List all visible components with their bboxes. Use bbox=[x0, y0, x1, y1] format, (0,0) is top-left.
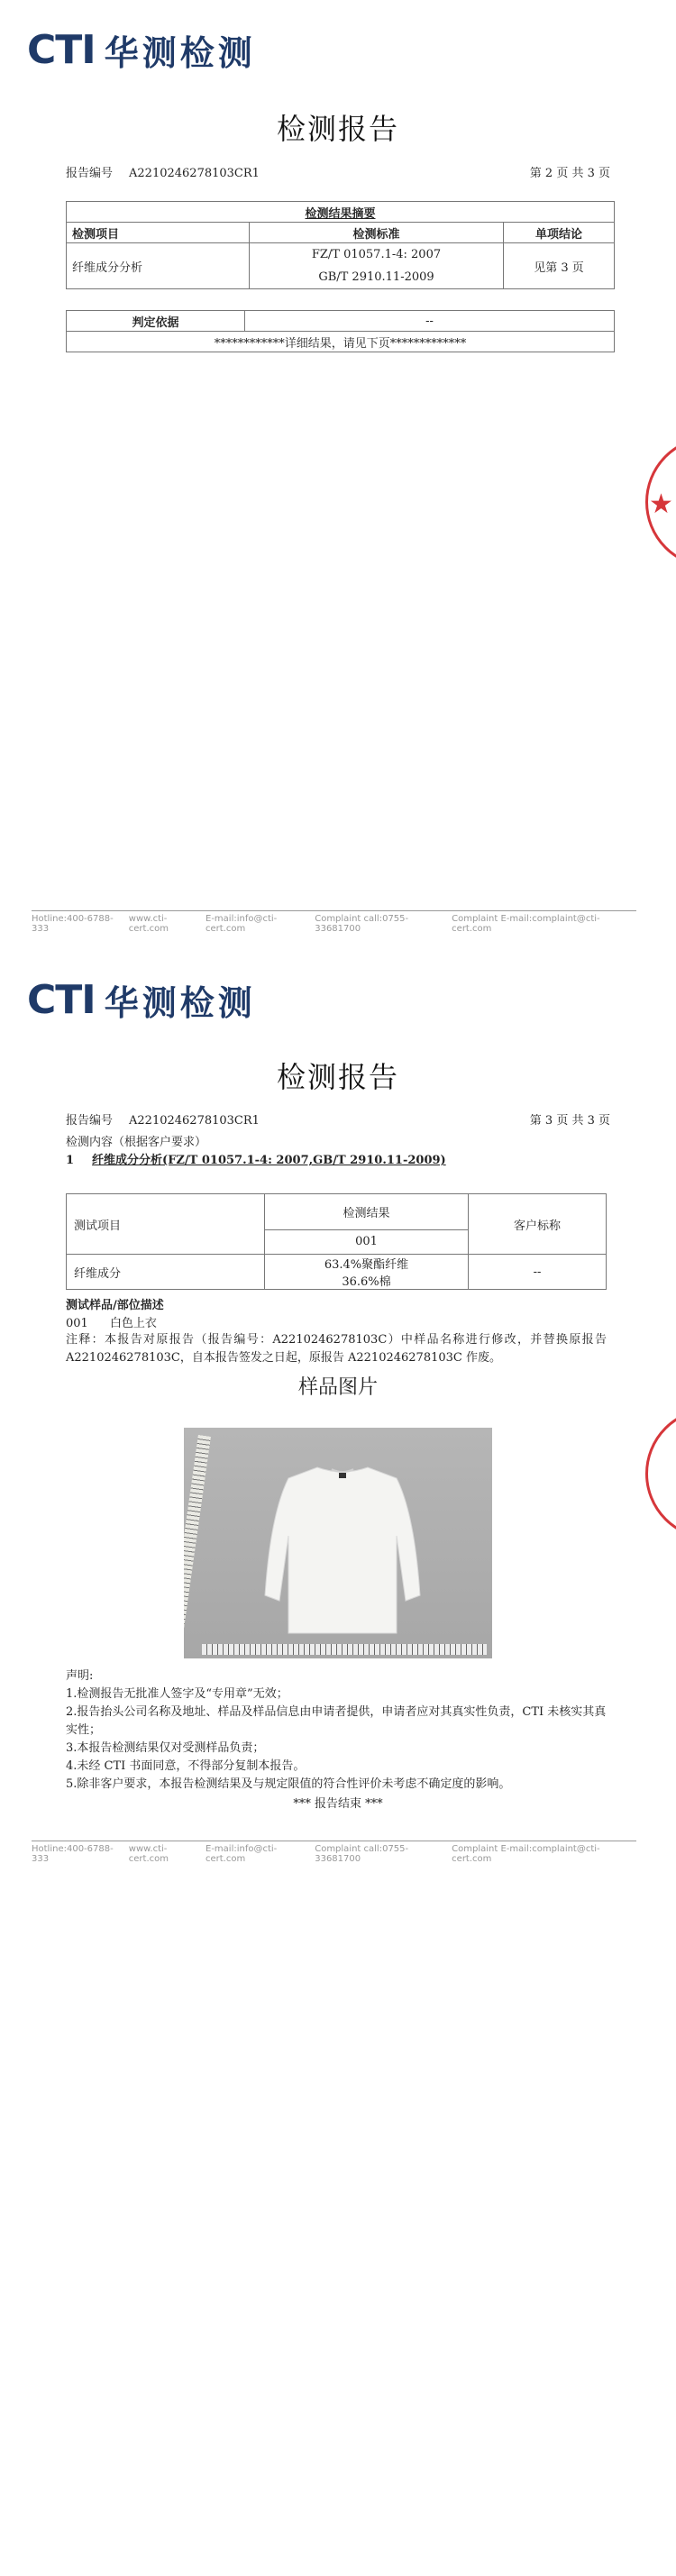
declaration-item-4: 4.未经 CTI 书面同意，不得部分复制本报告。 bbox=[66, 1759, 306, 1773]
results-header-result: 检测结果 bbox=[265, 1194, 469, 1230]
report-number-value: A2210246278103CR1 bbox=[129, 167, 260, 180]
declaration-item-1: 1.检测报告无批准人签字及“专用章”无效； bbox=[66, 1687, 288, 1701]
report-title: 检测报告 bbox=[276, 1060, 399, 1094]
footer-email: E-mail:info@cti-cert.com bbox=[206, 1844, 278, 1864]
result-line-1: 63.4%聚酯纤维 bbox=[324, 1258, 409, 1272]
results-header-label: 客户标称 bbox=[469, 1194, 607, 1255]
footer-email: E-mail:info@cti-cert.com bbox=[206, 914, 278, 934]
sample-code: 001 bbox=[66, 1317, 88, 1330]
footer-web: www.cti-cert.com bbox=[128, 914, 169, 934]
section-heading bbox=[66, 1150, 446, 1167]
revision-note: 注释：本报告对原报告（报告编号：A2210246278103C）中样品名称进行修改，并替换原报告A2210246278103C，自本报告签发之日起，原报告 A2210246278103C 作废。 bbox=[66, 1333, 607, 1365]
footer-web: www.cti-cert.com bbox=[128, 1844, 169, 1864]
footer-complaint: Complaint call:0755-33681700 bbox=[315, 914, 409, 934]
report-number-label: 报告编号 bbox=[66, 1114, 114, 1128]
declaration-item-3: 3.本报告检测结果仅对受测样品负责； bbox=[66, 1741, 265, 1755]
summary-standard-2: GB/T 2910.11-2009 bbox=[318, 270, 434, 284]
basis-value: -- bbox=[245, 311, 615, 332]
results-header-item: 测试项目 bbox=[67, 1194, 265, 1255]
footer bbox=[32, 910, 636, 934]
declaration-item-5: 5.除非客户要求，本报告检测结果及与规定限值的符合性评价未考虑不确定度的影响。 bbox=[66, 1777, 511, 1791]
summary-table bbox=[66, 201, 615, 289]
section-title: 纤维成分分析(FZ/T 01057.1-4: 2007,GB/T 2910.11-2009) bbox=[92, 1154, 446, 1167]
report-page-2 bbox=[0, 0, 676, 955]
results-sample-no: 001 bbox=[265, 1229, 469, 1254]
red-seal-stamp bbox=[644, 436, 676, 571]
footer-complaint-email: Complaint E-mail:complaint@cti-cert.com bbox=[452, 1844, 600, 1864]
summary-header-conclusion: 单项结论 bbox=[504, 223, 615, 243]
red-seal-stamp bbox=[644, 1408, 676, 1543]
sample-photo bbox=[184, 1428, 492, 1658]
report-number-value: A2210246278103CR1 bbox=[129, 1114, 260, 1128]
content-label: 检测内容（根据客户要求） bbox=[66, 1136, 207, 1149]
report-title: 检测报告 bbox=[276, 112, 399, 146]
basis-table bbox=[66, 310, 615, 352]
ruler-vertical bbox=[184, 1435, 211, 1655]
page-number: 第 3 页 共 3 页 bbox=[529, 1114, 610, 1128]
report-end: *** 报告结束 *** bbox=[293, 1797, 383, 1811]
logo-chinese: 华测检测 bbox=[104, 33, 256, 73]
summary-header-item: 检测项目 bbox=[67, 223, 250, 243]
table-row bbox=[67, 243, 615, 289]
cti-logo bbox=[27, 975, 256, 1025]
result-line-2: 36.6%棉 bbox=[342, 1275, 391, 1289]
detail-note: ************详细结果，请见下页************* bbox=[67, 332, 615, 352]
footer-complaint-email: Complaint E-mail:complaint@cti-cert.com bbox=[452, 914, 600, 934]
declaration bbox=[66, 1667, 607, 1794]
white-shirt-icon bbox=[261, 1460, 424, 1640]
summary-item: 纤维成分分析 bbox=[67, 243, 250, 289]
logo-chinese: 华测检测 bbox=[104, 983, 256, 1023]
footer-hotline: Hotline:400-6788-333 bbox=[32, 1844, 114, 1864]
summary-header-standard: 检测标准 bbox=[250, 223, 504, 243]
section-number: 1 bbox=[66, 1154, 75, 1167]
sample-description: 白色上衣 bbox=[109, 1317, 157, 1330]
logo-latin: CTI bbox=[27, 977, 96, 1023]
declaration-item-2: 2.报告抬头公司名称及地址、样品及样品信息由申请者提供，申请者应对其真实性负责，CTI 未核实其真实性； bbox=[66, 1705, 607, 1737]
logo-latin: CTI bbox=[27, 27, 96, 73]
results-table bbox=[66, 1193, 607, 1290]
table-row bbox=[67, 1255, 607, 1290]
cti-logo bbox=[27, 25, 256, 75]
summary-standards bbox=[250, 243, 504, 289]
picture-title: 样品图片 bbox=[297, 1376, 378, 1399]
report-number bbox=[66, 163, 260, 180]
declaration-title: 声明: bbox=[66, 1669, 94, 1683]
summary-caption: 检测结果摘要 bbox=[67, 202, 615, 223]
sample-heading: 测试样品/部位描述 bbox=[66, 1299, 164, 1312]
ruler-horizontal bbox=[202, 1644, 487, 1655]
sample-line bbox=[66, 1313, 157, 1330]
star-icon: ★ bbox=[649, 489, 673, 520]
footer-hotline: Hotline:400-6788-333 bbox=[32, 914, 114, 934]
page-number: 第 2 页 共 3 页 bbox=[529, 167, 610, 180]
footer bbox=[32, 1841, 636, 1864]
results-item: 纤维成分 bbox=[67, 1255, 265, 1290]
report-number-label: 报告编号 bbox=[66, 167, 114, 180]
basis-label: 判定依据 bbox=[67, 311, 245, 332]
footer-complaint: Complaint call:0755-33681700 bbox=[315, 1844, 409, 1864]
results-label-value: -- bbox=[469, 1255, 607, 1290]
report-number bbox=[66, 1110, 260, 1128]
results-values bbox=[265, 1255, 469, 1290]
summary-result: 见第 3 页 bbox=[504, 243, 615, 289]
report-page-3 bbox=[0, 955, 676, 2576]
summary-standard-1: FZ/T 01057.1-4: 2007 bbox=[311, 248, 442, 261]
